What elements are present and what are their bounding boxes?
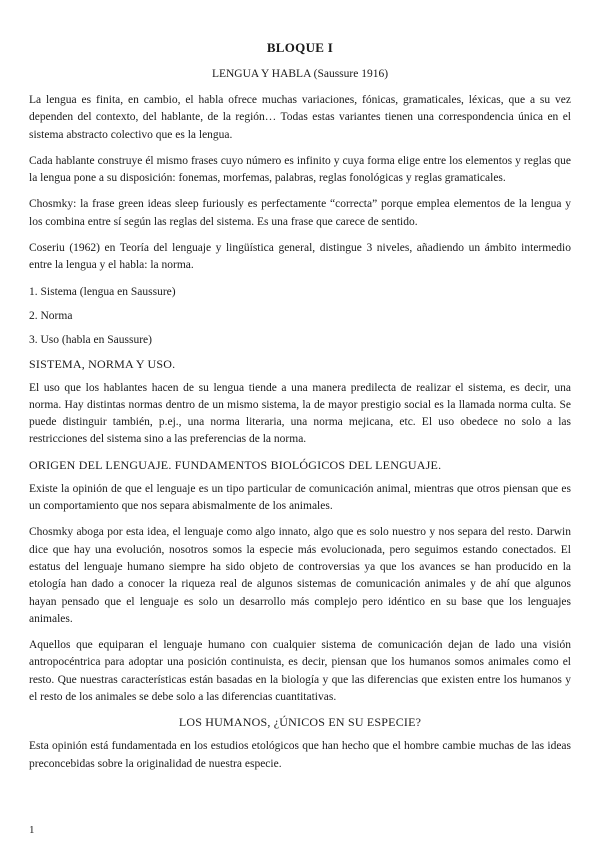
paragraph: Cada hablante construye él mismo frases cuyo número es infinito y cuya forma elige entre los elementos y reglas que la lengua pone a su disposición: fonemas, morfemas, palabras, reglas fonológicas y reglas gramaticales.: [29, 154, 571, 185]
paragraph: Aquellos que equiparan el lenguaje humano con cualquier sistema de comunicación dejan de lado una visión antropocéntrica para adoptar una posición continuista, es decir, piensan que los humanos somos animales como el resto. Que nuestras características están basadas en la biología y que las diferencias que existen entre los humanos y el resto de los animales se debe solo a las diferencias cuantitativas.: [29, 639, 571, 704]
paragraph: Existe la opinión de que el lenguaje es un tipo particular de comunicación animal, mientras que otros piensan que es un comportamiento que nos separa abismalmente de los animales.: [29, 482, 571, 513]
list-item: 2. Norma: [29, 309, 73, 322]
page-number: 1: [29, 824, 35, 836]
paragraph: Esta opinión está fundamentada en los estudios etológicos que han hecho que el hombre cambie muchas de las ideas preconcebidas sobre la originalidad de nuestra especie.: [29, 740, 571, 770]
document-title: BLOQUE I: [266, 40, 334, 55]
paragraph: Coseriu (1962) en Teoría del lenguaje y lingüística general, distingue 3 niveles, añadiendo un ámbito intermedio entre la lengua y el habla: la norma.: [29, 242, 571, 272]
paragraph: La lengua es finita, en cambio, el habla ofrece muchas variaciones, fónicas, gramaticales, léxicas, que a su vez dependen del contexto, del hablante, de la región… Todas estas variantes tienen una correspondencia única en el sistema abstracto colectivo que es la lengua.: [29, 94, 571, 141]
paragraph: Chosmky aboga por esta idea, el lenguaje como algo innato, algo que es solo nuestro y nos separa del resto. Darwin dice que hay una evolución, nosotros somos la especie más evolucionada, pero seguimos estando conectados. El estatus del lenguaje humano siempre ha sido objeto de controversias ya que los avances se han producido en la etología han dado a conocer la riqueza real de algunos sistemas de comunicación animales y de ahí que algunos hayan pensado que el lenguaje es solo un desarrollo más complejo pero idéntico en su base que los lenguajes animales.: [29, 526, 571, 625]
section-heading: ORIGEN DEL LENGUAJE. FUNDAMENTOS BIOLÓGICOS DEL LENGUAJE.: [29, 457, 442, 472]
document-subtitle: LENGUA Y HABLA (Saussure 1916): [211, 68, 389, 80]
section-heading: SISTEMA, NORMA Y USO.: [29, 356, 176, 371]
paragraph: El uso que los hablantes hacen de su lengua tiende a una manera predilecta de realizar el sistema, es decir, una norma. Hay distintas normas dentro de un mismo sistema, la de mayor prestigio social es la llamada norma culta. Se puede distinguir también, p.ej., una norma literaria, una norma mejicana, etc. El uso obedece no solo a las restricciones del sistema sino a las preferencias de la norma.: [29, 381, 571, 446]
paragraph: Chosmky: la frase green ideas sleep furiously es perfectamente “correcta” porque emplea elementos de la lengua y los combina entre sí según las reglas del sistema. Es una frase que carece de sentido.: [29, 198, 571, 228]
list-item: 1. Sistema (lengua en Saussure): [29, 285, 176, 298]
document-page: [29, 40, 571, 782]
list-item: 3. Uso (habla en Saussure): [29, 334, 152, 347]
section-heading: LOS HUMANOS, ¿ÚNICOS EN SU ESPECIE?: [178, 715, 422, 730]
